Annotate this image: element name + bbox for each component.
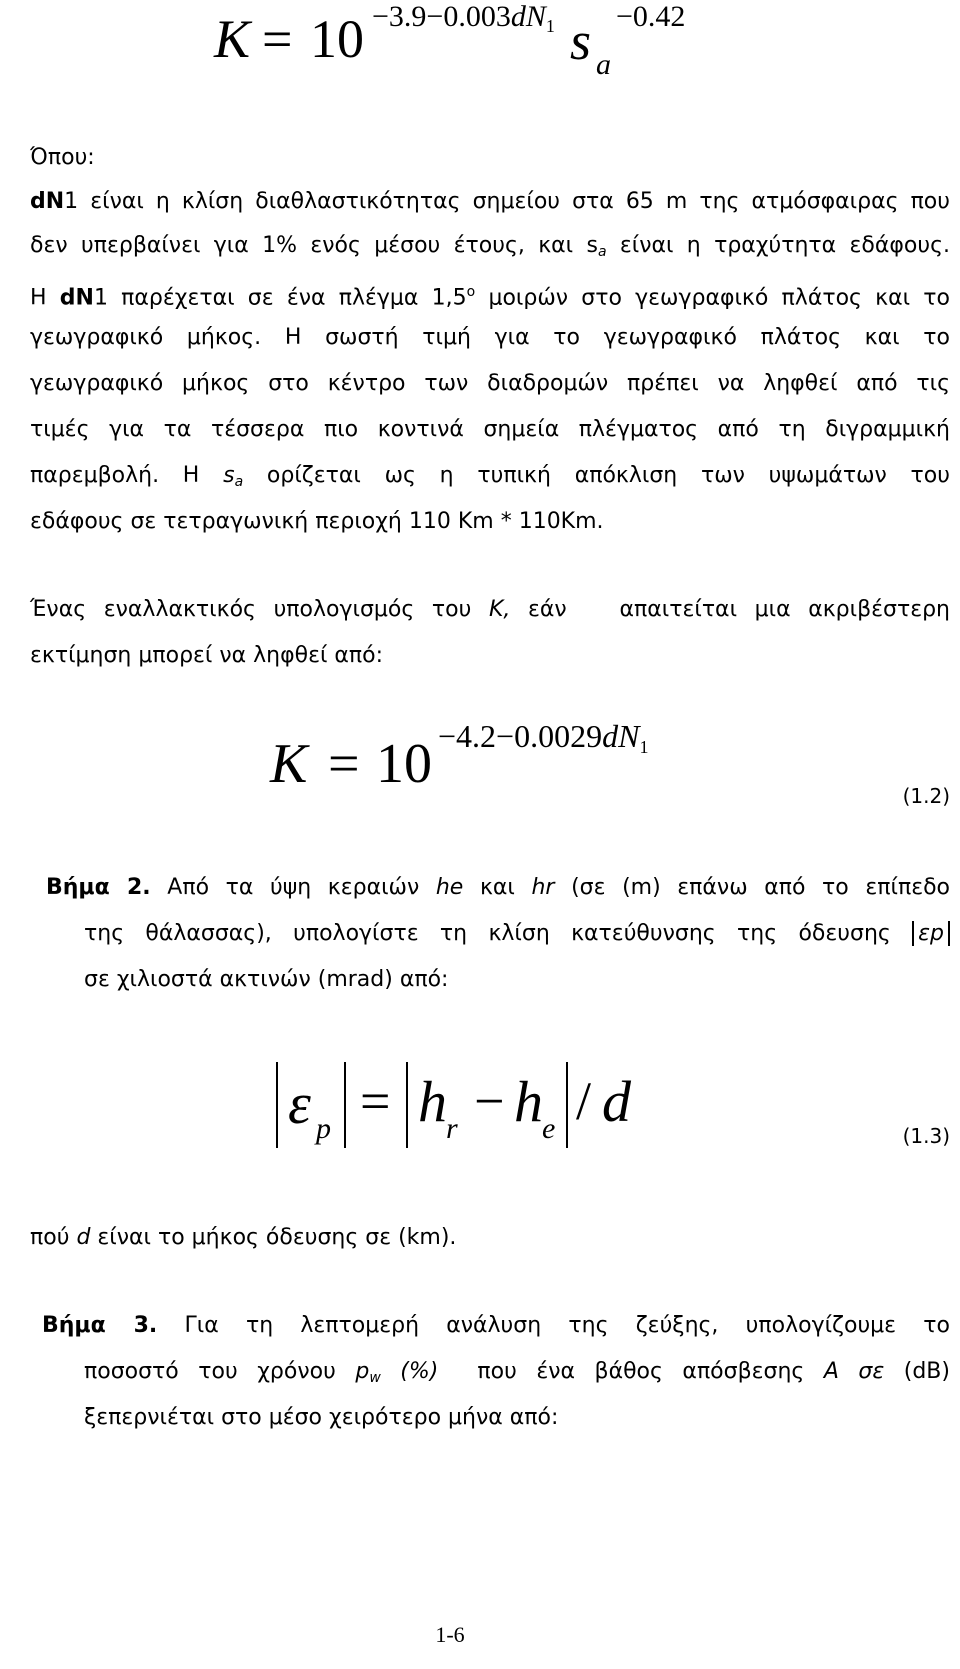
text-line-1-body: 1 είναι η κλίση διαθλαστικότητας σημείου στα 65 m της ατμόσφαιρας που [64,189,950,214]
he-term: he [435,875,464,900]
eq1-exp-sub: 1 [545,16,555,36]
eq1-s-sub: a [596,48,611,81]
equation-3-number: (1.3) [902,1124,950,1148]
text-line-7-a: παρεμβολή. Η [30,463,224,488]
eq3-minus: − [474,1071,505,1131]
sa-subscript: a [597,244,607,260]
text-line-7-b: ορίζεται ως η τυπική απόκλιση των υψωμάτων του [243,463,950,488]
text-line-2-b: είναι η τραχύτητα εδάφους. [606,233,950,258]
text-line-7 [30,462,950,496]
eq1-exp-const: −3.9−0.003 [372,0,511,33]
text-line-1 [30,188,950,216]
eq3-eps: ε [288,1071,311,1136]
step-3-line-2 [84,1358,950,1392]
pw-pct: (%) [380,1359,439,1384]
eq3-div: / [576,1071,592,1131]
eq3-equals: = [360,1071,391,1131]
eq2-exp-const: −4.2−0.0029 [438,718,603,754]
step-2-label: Βήμα 2. [46,875,151,900]
dn1-term-2: dN [59,285,94,311]
step-3-line-1 [42,1312,950,1340]
a-term: A σε [823,1359,885,1384]
text-line-9-a: Ένας εναλλακτικός υπολογισμός του [30,597,489,622]
eq2-equals: = [328,733,360,795]
step-2-line-2 [84,920,950,948]
step-3-l2-b: που ένα βάθος απόσβεσης [438,1359,824,1384]
abs-bar-1 [276,1062,278,1148]
eq1-s: s [570,11,592,71]
eq3-h1-sub: r [446,1112,458,1145]
d-definition [30,1224,950,1252]
ep-abs [912,921,950,946]
step-3-l2-a: ποσοστό του χρόνου [84,1359,356,1384]
text-line-3-d: μοιρών στο γεωγραφικό πλάτος και το [475,285,951,311]
text-line-2-a: δεν υπερβαίνει για 1% ενός μέσου έτους, και s [30,233,598,258]
abs-bar-3 [406,1062,408,1148]
sa-term-sub: a [234,474,244,490]
equation-2 [270,712,730,812]
text-line-3-a: Η [30,285,60,311]
eq1-K: K [214,9,251,69]
step-2-line-1 [46,874,950,902]
eq2-exp-dN: dN [602,718,640,754]
equation-1 [214,0,734,90]
eq3-h1: h [418,1069,447,1134]
text-line-4: γεωγραφικό μήκος. Η σωστή τιμή για το γεωγραφικό πλάτος και το [30,325,950,350]
text-line-3-c: 1 παρέχεται σε ένα πλέγμα 1,5 [93,285,467,311]
ep-term: εp [918,921,944,946]
text-line-9 [30,596,950,624]
equation-2-number: (1.2) [902,784,950,808]
equation-3 [276,1060,656,1156]
k-term: K, [488,597,511,622]
abs-bar-4 [566,1062,568,1148]
sa-term: s [223,463,235,488]
step-3-label: Βήμα 3. [42,1313,158,1338]
eq1-exp-dN: dN [510,0,546,33]
eq3-d: d [602,1069,631,1134]
eq3-h2: h [514,1069,543,1134]
step-3-l1: Για τη λεπτομερή ανάλυση της ζεύξης, υπολογίζουμε το [157,1313,951,1338]
text-line-9-b: εάν απαιτείται μια ακριβέστερη [510,597,950,622]
eq2-base: 10 [376,733,432,795]
eq1-s-exp: −0.42 [616,0,686,33]
text-line-5: γεωγραφικό μήκος στο κέντρο των διαδρομών πρέπει να ληφθεί από τις [30,371,950,396]
eq1-exponent [372,0,555,37]
eq2-K: K [270,733,308,795]
eq2-exponent [438,718,648,758]
abs-bar-2 [344,1062,346,1148]
pw-term: p [355,1359,370,1384]
eq3-h2-sub: e [542,1112,556,1145]
page-number: 1-6 [435,1622,465,1647]
eq3-eps-sub: p [316,1112,331,1145]
step-2-line-3: σε χιλιοστά ακτινών (mrad) από: [84,967,449,992]
text-line-3 [30,278,950,312]
d-term: d [76,1225,91,1250]
step-3-line-3: ξεπερνιέται στο μέσο χειρότερο μήνα από: [84,1405,559,1430]
text-line-8: εδάφους σε τετραγωνική περιοχή 110 Km * 110Km. [30,509,604,534]
eq1-equals: = [262,9,293,69]
eq2-exp-sub: 1 [639,737,649,757]
d-def-a: πού [30,1225,77,1250]
step-3-l2-c: (dB) [884,1359,950,1384]
d-def-b: είναι το μήκος όδευσης σε (km). [90,1225,457,1250]
step-2-l2-a: της θάλασσας), υπολογίστε τη κλίση κατεύθυνσης της όδευσης [84,921,913,946]
eq1-base: 10 [310,9,364,69]
where-label: Όπου: [30,145,95,170]
step-2-l1-b: και [463,875,532,900]
dn1-term: dN [30,189,65,214]
text-line-2 [30,232,950,266]
text-line-10: εκτίμηση μπορεί να ληφθεί από: [30,643,384,668]
degree-sup: o [466,284,476,300]
step-2-l1-a: Από τα ύψη κεραιών [150,875,436,900]
pw-sub: w [369,1370,381,1386]
hr-term: hr [531,875,555,900]
text-line-6: τιμές για τα τέσσερα πιο κοντινά σημεία πλέγματος από τη διγραμμική [30,417,950,442]
step-2-l1-c: (σε (m) επάνω από το επίπεδο [554,875,950,900]
